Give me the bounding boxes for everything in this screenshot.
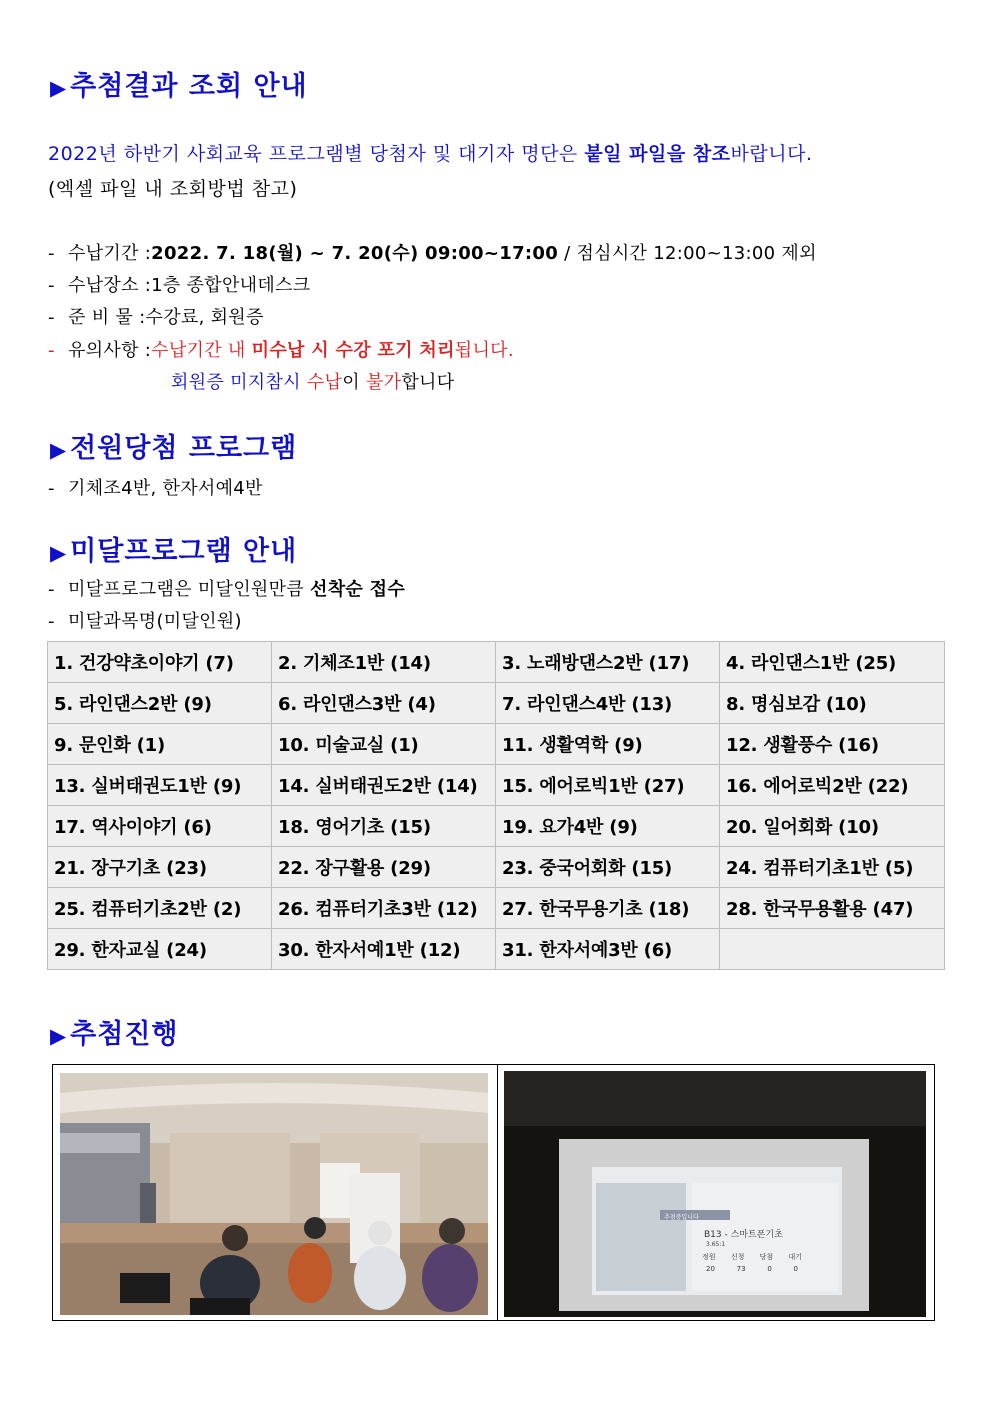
triangle-marker-icon: ▶: [50, 76, 67, 100]
payment-place-line: [48, 271, 310, 297]
stat-header: 대기: [788, 1253, 802, 1261]
notice-bold-text: 미수납 시 수강 포기 처리: [251, 340, 455, 361]
intro-line2: (엑셀 파일 내 조회방법 참고): [48, 178, 298, 200]
payment-period-line: [48, 239, 817, 265]
heading-text: 미달프로그램 안내: [70, 536, 298, 567]
stat-header: 정원: [702, 1253, 716, 1261]
triangle-marker-icon: ▶: [50, 541, 67, 565]
photo-frame: [52, 1064, 935, 1321]
program-cell: 18. 영어기초 (15): [272, 806, 496, 847]
program-cell: 15. 에어로빅1반 (27): [496, 765, 720, 806]
program-cell: 26. 컴퓨터기초3반 (12): [272, 888, 496, 929]
screen-photo-illustration: [504, 1071, 926, 1317]
dash: -: [48, 611, 55, 632]
all-winners-line: [48, 474, 263, 500]
program-cell: 1. 건강약초이야기 (7): [48, 642, 272, 683]
all-winners-text: 기체조4반, 한자서예4반: [68, 478, 263, 499]
empty-cell: [720, 929, 945, 970]
program-cell: 14. 실버태권도2반 (14): [272, 765, 496, 806]
heading-text: 추첨결과 조회 안내: [70, 71, 308, 102]
program-cell: 27. 한국무용기초 (18): [496, 888, 720, 929]
screen-ratio: 3.65:1: [706, 1241, 726, 1248]
program-table: [47, 641, 945, 970]
notice-line: [48, 336, 514, 362]
program-cell: 17. 역사이야기 (6): [48, 806, 272, 847]
intro-paragraph: [48, 139, 813, 166]
stat-value: 0: [767, 1265, 772, 1273]
heading-text: 추첨진행: [70, 1019, 179, 1050]
notice-label: 유의사항 :: [68, 340, 152, 361]
section-heading-undersubscribed: [50, 529, 297, 568]
payment-period-dates: 2022. 7. 18(월) ~ 7. 20(수) 09:00~17:00: [151, 243, 559, 264]
program-cell: 7. 라인댄스4반 (13): [496, 683, 720, 724]
program-cell: 4. 라인댄스1반 (25): [720, 642, 945, 683]
table-row: [48, 724, 945, 765]
screen-stats-values: [706, 1265, 798, 1273]
photo-divider: [497, 1065, 498, 1320]
dash: -: [48, 307, 55, 328]
required-items-label: 준 비 물 :: [68, 307, 146, 328]
program-cell: 6. 라인댄스3반 (4): [272, 683, 496, 724]
table-row: [48, 929, 945, 970]
stat-header: 신청: [730, 1253, 745, 1261]
screen-popup: 추첨중입니다: [664, 1214, 699, 1221]
program-cell: 31. 한자서예3반 (6): [496, 929, 720, 970]
notice2-e: 합니다: [401, 372, 455, 393]
program-cell: 24. 컴퓨터기초1반 (5): [720, 847, 945, 888]
table-row: [48, 765, 945, 806]
required-items-value: 수강료, 회원증: [145, 307, 264, 328]
program-cell: 12. 생활풍수 (16): [720, 724, 945, 765]
intro-bold-text: 붙일 파일을 참조: [584, 143, 731, 165]
section-heading-all-winners: [50, 426, 297, 465]
hall-photo: [60, 1073, 488, 1315]
notice-text-end: 됩니다.: [454, 340, 514, 361]
program-cell: 11. 생활역학 (9): [496, 724, 720, 765]
triangle-marker-icon: ▶: [50, 438, 67, 462]
program-cell: 13. 실버태권도1반 (9): [48, 765, 272, 806]
table-row: [48, 888, 945, 929]
program-cell: 9. 문인화 (1): [48, 724, 272, 765]
undersubscribed-line2: [48, 607, 242, 633]
undersubscribed-line1: [48, 575, 405, 601]
payment-period-label: 수납기간 :: [68, 243, 152, 264]
table-row: [48, 683, 945, 724]
program-cell: 16. 에어로빅2반 (22): [720, 765, 945, 806]
dash: -: [48, 275, 55, 296]
stat-value: 73: [736, 1265, 746, 1273]
program-cell: 28. 한국무용활용 (47): [720, 888, 945, 929]
undersubscribed-text: 미달프로그램은 미달인원만큼: [68, 579, 310, 600]
table-row: [48, 642, 945, 683]
heading-text: 전원당첨 프로그램: [70, 433, 298, 464]
notice2-d: 불가: [365, 372, 402, 393]
screen-photo: [504, 1071, 926, 1317]
program-cell: 29. 한자교실 (24): [48, 929, 272, 970]
notice2-c: 이: [342, 372, 366, 393]
program-cell: 5. 라인댄스2반 (9): [48, 683, 272, 724]
table-row: [48, 847, 945, 888]
dash: -: [48, 243, 55, 264]
first-come-text: 선착순 접수: [310, 579, 406, 600]
intro-text-end: 바랍니다.: [730, 143, 813, 165]
program-cell: 21. 장구기초 (23): [48, 847, 272, 888]
notice2-a: 회원증 미지참시: [171, 372, 307, 393]
dash: -: [48, 579, 55, 600]
intro-text: 2022년 하반기 사회교육 프로그램별 당첨자 및 대기자 명단은: [48, 143, 585, 165]
hall-photo-illustration: [60, 1073, 488, 1315]
table-row: [48, 806, 945, 847]
program-cell: 30. 한자서예1반 (12): [272, 929, 496, 970]
stat-value: 20: [706, 1265, 715, 1273]
dash: -: [48, 478, 55, 499]
screen-course-title: B13 - 스마트폰기초: [704, 1230, 783, 1240]
program-cell: 22. 장구활용 (29): [272, 847, 496, 888]
program-cell: 2. 기체조1반 (14): [272, 642, 496, 683]
program-cell: 8. 명심보감 (10): [720, 683, 945, 724]
notice2-b: 수납: [306, 372, 343, 393]
program-cell: 23. 중국어회화 (15): [496, 847, 720, 888]
course-list-label: 미달과목명(미달인원): [68, 611, 242, 632]
stat-value: 0: [793, 1265, 798, 1273]
program-cell: 3. 노래방댄스2반 (17): [496, 642, 720, 683]
program-cell: 20. 일어회화 (10): [720, 806, 945, 847]
section-heading-lottery-results: [50, 64, 308, 103]
triangle-marker-icon: ▶: [50, 1024, 67, 1048]
stat-header: 당첨: [759, 1253, 774, 1261]
payment-period-note: / 점심시간 12:00~13:00 제외: [558, 243, 817, 264]
screen-stats-headers: [702, 1252, 802, 1262]
program-cell: 10. 미술교실 (1): [272, 724, 496, 765]
payment-place-value: 1층 종합안내데스크: [151, 275, 311, 296]
section-heading-lottery-progress: [50, 1012, 178, 1051]
program-cell: 25. 컴퓨터기초2반 (2): [48, 888, 272, 929]
notice-line2: [171, 368, 454, 394]
notice-text: 수납기간 내: [151, 340, 252, 361]
dash: -: [48, 340, 55, 361]
required-items-line: [48, 303, 264, 329]
program-cell: 19. 요가4반 (9): [496, 806, 720, 847]
payment-place-label: 수납장소 :: [68, 275, 152, 296]
